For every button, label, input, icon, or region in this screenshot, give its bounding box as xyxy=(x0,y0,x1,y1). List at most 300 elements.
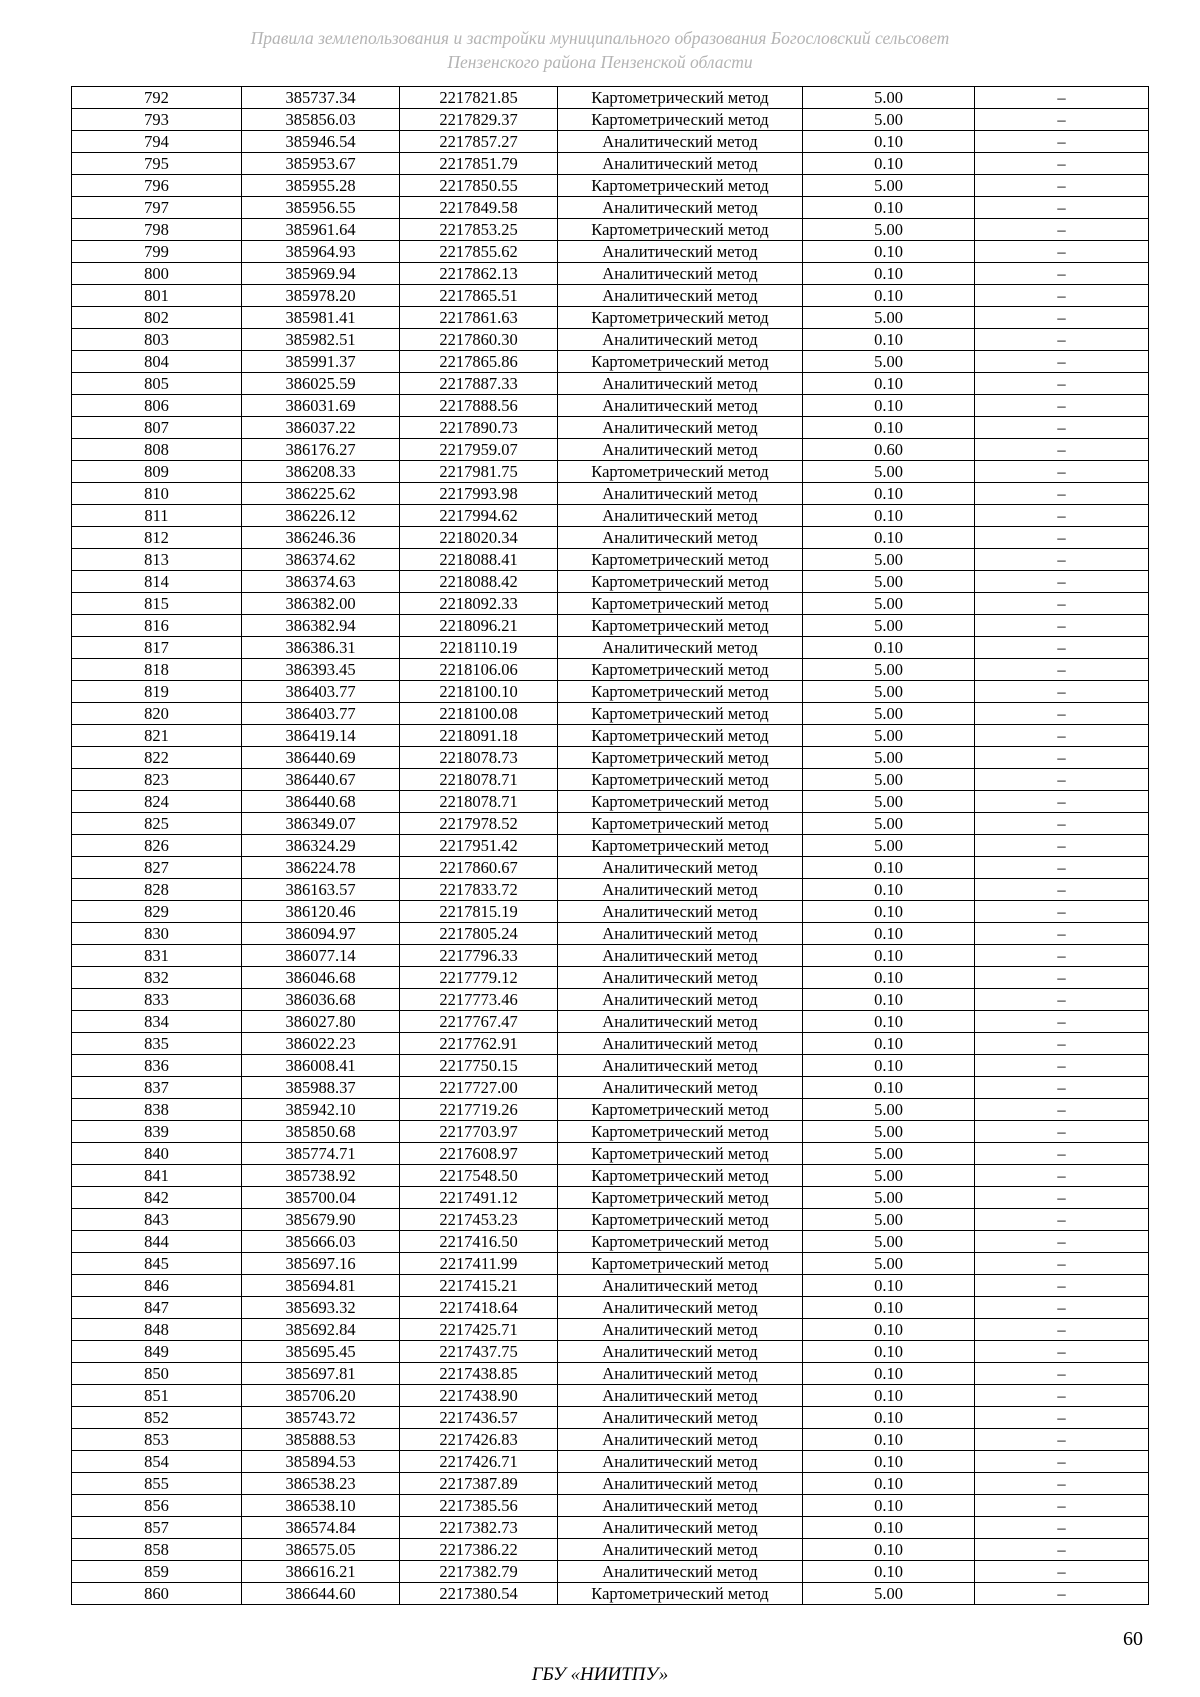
table-row xyxy=(72,1407,1149,1429)
x-coordinate-cell: 386008.41 xyxy=(242,1055,400,1077)
x-coordinate-cell: 386403.77 xyxy=(242,703,400,725)
table-row xyxy=(72,1495,1149,1517)
point-number-cell: 826 xyxy=(72,835,242,857)
x-coordinate-cell: 385961.64 xyxy=(242,219,400,241)
note-cell: – xyxy=(975,593,1149,615)
point-number-cell: 806 xyxy=(72,395,242,417)
point-number-cell: 850 xyxy=(72,1363,242,1385)
method-cell: Аналитический метод xyxy=(558,637,803,659)
table-row xyxy=(72,373,1149,395)
y-coordinate-cell: 2217773.46 xyxy=(400,989,558,1011)
table-row xyxy=(72,351,1149,373)
x-coordinate-cell: 386246.36 xyxy=(242,527,400,549)
y-coordinate-cell: 2217890.73 xyxy=(400,417,558,439)
method-cell: Картометрический метод xyxy=(558,593,803,615)
accuracy-cell: 0.10 xyxy=(803,857,975,879)
table-row xyxy=(72,1341,1149,1363)
note-cell: – xyxy=(975,725,1149,747)
note-cell: – xyxy=(975,1517,1149,1539)
accuracy-cell: 0.10 xyxy=(803,1429,975,1451)
point-number-cell: 797 xyxy=(72,197,242,219)
method-cell: Аналитический метод xyxy=(558,1055,803,1077)
x-coordinate-cell: 386036.68 xyxy=(242,989,400,1011)
method-cell: Картометрический метод xyxy=(558,769,803,791)
note-cell: – xyxy=(975,87,1149,109)
table-row xyxy=(72,1121,1149,1143)
method-cell: Аналитический метод xyxy=(558,395,803,417)
method-cell: Аналитический метод xyxy=(558,1275,803,1297)
y-coordinate-cell: 2217453.23 xyxy=(400,1209,558,1231)
accuracy-cell: 5.00 xyxy=(803,791,975,813)
y-coordinate-cell: 2217851.79 xyxy=(400,153,558,175)
y-coordinate-cell: 2217978.52 xyxy=(400,813,558,835)
point-number-cell: 819 xyxy=(72,681,242,703)
note-cell: – xyxy=(975,813,1149,835)
note-cell: – xyxy=(975,703,1149,725)
table-row xyxy=(72,1473,1149,1495)
method-cell: Аналитический метод xyxy=(558,1011,803,1033)
x-coordinate-cell: 385693.32 xyxy=(242,1297,400,1319)
accuracy-cell: 0.10 xyxy=(803,527,975,549)
table-row xyxy=(72,483,1149,505)
method-cell: Аналитический метод xyxy=(558,1429,803,1451)
note-cell: – xyxy=(975,1319,1149,1341)
table-row xyxy=(72,527,1149,549)
x-coordinate-cell: 386538.10 xyxy=(242,1495,400,1517)
y-coordinate-cell: 2218092.33 xyxy=(400,593,558,615)
y-coordinate-cell: 2218110.19 xyxy=(400,637,558,659)
x-coordinate-cell: 386374.63 xyxy=(242,571,400,593)
x-coordinate-cell: 386440.67 xyxy=(242,769,400,791)
x-coordinate-cell: 385894.53 xyxy=(242,1451,400,1473)
accuracy-cell: 0.10 xyxy=(803,285,975,307)
point-number-cell: 792 xyxy=(72,87,242,109)
table-row xyxy=(72,285,1149,307)
method-cell: Аналитический метод xyxy=(558,1451,803,1473)
method-cell: Аналитический метод xyxy=(558,285,803,307)
point-number-cell: 793 xyxy=(72,109,242,131)
method-cell: Аналитический метод xyxy=(558,1033,803,1055)
point-number-cell: 803 xyxy=(72,329,242,351)
point-number-cell: 811 xyxy=(72,505,242,527)
x-coordinate-cell: 385706.20 xyxy=(242,1385,400,1407)
method-cell: Аналитический метод xyxy=(558,527,803,549)
method-cell: Аналитический метод xyxy=(558,1473,803,1495)
table-row xyxy=(72,989,1149,1011)
y-coordinate-cell: 2217548.50 xyxy=(400,1165,558,1187)
point-number-cell: 799 xyxy=(72,241,242,263)
point-number-cell: 853 xyxy=(72,1429,242,1451)
point-number-cell: 828 xyxy=(72,879,242,901)
point-number-cell: 846 xyxy=(72,1275,242,1297)
x-coordinate-cell: 385738.92 xyxy=(242,1165,400,1187)
accuracy-cell: 0.10 xyxy=(803,1407,975,1429)
x-coordinate-cell: 386440.69 xyxy=(242,747,400,769)
y-coordinate-cell: 2217994.62 xyxy=(400,505,558,527)
x-coordinate-cell: 385956.55 xyxy=(242,197,400,219)
note-cell: – xyxy=(975,1253,1149,1275)
y-coordinate-cell: 2217719.26 xyxy=(400,1099,558,1121)
point-number-cell: 804 xyxy=(72,351,242,373)
method-cell: Картометрический метод xyxy=(558,461,803,483)
table-row xyxy=(72,87,1149,109)
y-coordinate-cell: 2217887.33 xyxy=(400,373,558,395)
x-coordinate-cell: 386616.21 xyxy=(242,1561,400,1583)
y-coordinate-cell: 2217750.15 xyxy=(400,1055,558,1077)
x-coordinate-cell: 386037.22 xyxy=(242,417,400,439)
accuracy-cell: 0.10 xyxy=(803,1077,975,1099)
point-number-cell: 837 xyxy=(72,1077,242,1099)
x-coordinate-cell: 386176.27 xyxy=(242,439,400,461)
note-cell: – xyxy=(975,1429,1149,1451)
point-number-cell: 845 xyxy=(72,1253,242,1275)
method-cell: Аналитический метод xyxy=(558,1539,803,1561)
x-coordinate-cell: 385888.53 xyxy=(242,1429,400,1451)
x-coordinate-cell: 386419.14 xyxy=(242,725,400,747)
note-cell: – xyxy=(975,571,1149,593)
table-row xyxy=(72,131,1149,153)
y-coordinate-cell: 2217857.27 xyxy=(400,131,558,153)
x-coordinate-cell: 386349.07 xyxy=(242,813,400,835)
note-cell: – xyxy=(975,1583,1149,1605)
note-cell: – xyxy=(975,197,1149,219)
point-number-cell: 814 xyxy=(72,571,242,593)
note-cell: – xyxy=(975,901,1149,923)
accuracy-cell: 5.00 xyxy=(803,835,975,857)
table-row xyxy=(72,395,1149,417)
point-number-cell: 856 xyxy=(72,1495,242,1517)
method-cell: Картометрический метод xyxy=(558,1209,803,1231)
table-row xyxy=(72,703,1149,725)
accuracy-cell: 0.10 xyxy=(803,197,975,219)
accuracy-cell: 0.10 xyxy=(803,1275,975,1297)
point-number-cell: 821 xyxy=(72,725,242,747)
point-number-cell: 818 xyxy=(72,659,242,681)
note-cell: – xyxy=(975,175,1149,197)
accuracy-cell: 5.00 xyxy=(803,813,975,835)
method-cell: Аналитический метод xyxy=(558,857,803,879)
table-row xyxy=(72,1143,1149,1165)
y-coordinate-cell: 2217833.72 xyxy=(400,879,558,901)
note-cell: – xyxy=(975,1341,1149,1363)
table-row xyxy=(72,879,1149,901)
x-coordinate-cell: 386324.29 xyxy=(242,835,400,857)
accuracy-cell: 5.00 xyxy=(803,1253,975,1275)
table-row xyxy=(72,747,1149,769)
y-coordinate-cell: 2218020.34 xyxy=(400,527,558,549)
accuracy-cell: 5.00 xyxy=(803,351,975,373)
accuracy-cell: 0.10 xyxy=(803,1561,975,1583)
point-number-cell: 817 xyxy=(72,637,242,659)
method-cell: Аналитический метод xyxy=(558,1517,803,1539)
note-cell: – xyxy=(975,1561,1149,1583)
point-number-cell: 831 xyxy=(72,945,242,967)
table-row xyxy=(72,1429,1149,1451)
table-row xyxy=(72,1209,1149,1231)
method-cell: Аналитический метод xyxy=(558,153,803,175)
note-cell: – xyxy=(975,791,1149,813)
method-cell: Аналитический метод xyxy=(558,439,803,461)
y-coordinate-cell: 2218078.71 xyxy=(400,769,558,791)
method-cell: Аналитический метод xyxy=(558,263,803,285)
x-coordinate-cell: 385988.37 xyxy=(242,1077,400,1099)
table-row xyxy=(72,681,1149,703)
x-coordinate-cell: 385679.90 xyxy=(242,1209,400,1231)
point-number-cell: 795 xyxy=(72,153,242,175)
table-row xyxy=(72,197,1149,219)
table-row xyxy=(72,1319,1149,1341)
table-row xyxy=(72,1187,1149,1209)
point-number-cell: 842 xyxy=(72,1187,242,1209)
x-coordinate-cell: 386382.94 xyxy=(242,615,400,637)
table-row xyxy=(72,219,1149,241)
note-cell: – xyxy=(975,747,1149,769)
accuracy-cell: 5.00 xyxy=(803,307,975,329)
point-number-cell: 843 xyxy=(72,1209,242,1231)
method-cell: Картометрический метод xyxy=(558,175,803,197)
x-coordinate-cell: 386094.97 xyxy=(242,923,400,945)
method-cell: Аналитический метод xyxy=(558,197,803,219)
point-number-cell: 833 xyxy=(72,989,242,1011)
y-coordinate-cell: 2217888.56 xyxy=(400,395,558,417)
x-coordinate-cell: 386574.84 xyxy=(242,1517,400,1539)
accuracy-cell: 0.10 xyxy=(803,241,975,263)
y-coordinate-cell: 2217805.24 xyxy=(400,923,558,945)
note-cell: – xyxy=(975,395,1149,417)
coordinates-table xyxy=(71,86,1149,1605)
note-cell: – xyxy=(975,527,1149,549)
table-row xyxy=(72,1011,1149,1033)
accuracy-cell: 5.00 xyxy=(803,681,975,703)
note-cell: – xyxy=(975,549,1149,571)
point-number-cell: 800 xyxy=(72,263,242,285)
table-row xyxy=(72,1451,1149,1473)
accuracy-cell: 0.10 xyxy=(803,1495,975,1517)
y-coordinate-cell: 2217426.71 xyxy=(400,1451,558,1473)
method-cell: Аналитический метод xyxy=(558,1495,803,1517)
note-cell: – xyxy=(975,769,1149,791)
note-cell: – xyxy=(975,989,1149,1011)
method-cell: Аналитический метод xyxy=(558,417,803,439)
table-row xyxy=(72,835,1149,857)
method-cell: Аналитический метод xyxy=(558,241,803,263)
accuracy-cell: 0.10 xyxy=(803,1363,975,1385)
y-coordinate-cell: 2217387.89 xyxy=(400,1473,558,1495)
accuracy-cell: 0.10 xyxy=(803,263,975,285)
y-coordinate-cell: 2217860.30 xyxy=(400,329,558,351)
note-cell: – xyxy=(975,1099,1149,1121)
note-cell: – xyxy=(975,1077,1149,1099)
accuracy-cell: 5.00 xyxy=(803,1143,975,1165)
method-cell: Картометрический метод xyxy=(558,1253,803,1275)
x-coordinate-cell: 386382.00 xyxy=(242,593,400,615)
point-number-cell: 848 xyxy=(72,1319,242,1341)
accuracy-cell: 5.00 xyxy=(803,461,975,483)
method-cell: Картометрический метод xyxy=(558,659,803,681)
method-cell: Аналитический метод xyxy=(558,373,803,395)
page-header xyxy=(0,26,1200,74)
point-number-cell: 816 xyxy=(72,615,242,637)
x-coordinate-cell: 386226.12 xyxy=(242,505,400,527)
accuracy-cell: 0.10 xyxy=(803,923,975,945)
y-coordinate-cell: 2217862.13 xyxy=(400,263,558,285)
point-number-cell: 844 xyxy=(72,1231,242,1253)
note-cell: – xyxy=(975,681,1149,703)
x-coordinate-cell: 385737.34 xyxy=(242,87,400,109)
x-coordinate-cell: 386027.80 xyxy=(242,1011,400,1033)
y-coordinate-cell: 2217418.64 xyxy=(400,1297,558,1319)
x-coordinate-cell: 385850.68 xyxy=(242,1121,400,1143)
x-coordinate-cell: 386393.45 xyxy=(242,659,400,681)
accuracy-cell: 0.10 xyxy=(803,417,975,439)
note-cell: – xyxy=(975,307,1149,329)
point-number-cell: 859 xyxy=(72,1561,242,1583)
method-cell: Картометрический метод xyxy=(558,1165,803,1187)
table-row xyxy=(72,791,1149,813)
y-coordinate-cell: 2217425.71 xyxy=(400,1319,558,1341)
point-number-cell: 808 xyxy=(72,439,242,461)
table-row xyxy=(72,153,1149,175)
y-coordinate-cell: 2217436.57 xyxy=(400,1407,558,1429)
x-coordinate-cell: 385953.67 xyxy=(242,153,400,175)
method-cell: Картометрический метод xyxy=(558,725,803,747)
table-row xyxy=(72,571,1149,593)
note-cell: – xyxy=(975,1363,1149,1385)
note-cell: – xyxy=(975,1055,1149,1077)
note-cell: – xyxy=(975,1297,1149,1319)
accuracy-cell: 5.00 xyxy=(803,1209,975,1231)
table-row xyxy=(72,175,1149,197)
table-row xyxy=(72,1363,1149,1385)
table-row xyxy=(72,417,1149,439)
note-cell: – xyxy=(975,461,1149,483)
point-number-cell: 802 xyxy=(72,307,242,329)
note-cell: – xyxy=(975,1495,1149,1517)
table-row xyxy=(72,615,1149,637)
note-cell: – xyxy=(975,109,1149,131)
y-coordinate-cell: 2218078.73 xyxy=(400,747,558,769)
table-row xyxy=(72,1231,1149,1253)
method-cell: Аналитический метод xyxy=(558,1561,803,1583)
accuracy-cell: 5.00 xyxy=(803,1187,975,1209)
note-cell: – xyxy=(975,351,1149,373)
method-cell: Аналитический метод xyxy=(558,1385,803,1407)
accuracy-cell: 5.00 xyxy=(803,1099,975,1121)
point-number-cell: 832 xyxy=(72,967,242,989)
table-row xyxy=(72,1561,1149,1583)
x-coordinate-cell: 385955.28 xyxy=(242,175,400,197)
y-coordinate-cell: 2217821.85 xyxy=(400,87,558,109)
y-coordinate-cell: 2218088.41 xyxy=(400,549,558,571)
accuracy-cell: 5.00 xyxy=(803,1121,975,1143)
accuracy-cell: 0.10 xyxy=(803,637,975,659)
y-coordinate-cell: 2217438.85 xyxy=(400,1363,558,1385)
note-cell: – xyxy=(975,1473,1149,1495)
y-coordinate-cell: 2217853.25 xyxy=(400,219,558,241)
note-cell: – xyxy=(975,1187,1149,1209)
point-number-cell: 840 xyxy=(72,1143,242,1165)
accuracy-cell: 5.00 xyxy=(803,703,975,725)
header-line-2: Пензенского района Пензенской области xyxy=(447,52,753,72)
point-number-cell: 813 xyxy=(72,549,242,571)
x-coordinate-cell: 386225.62 xyxy=(242,483,400,505)
y-coordinate-cell: 2217981.75 xyxy=(400,461,558,483)
method-cell: Картометрический метод xyxy=(558,835,803,857)
point-number-cell: 855 xyxy=(72,1473,242,1495)
table-row xyxy=(72,725,1149,747)
y-coordinate-cell: 2217437.75 xyxy=(400,1341,558,1363)
table-row xyxy=(72,263,1149,285)
table-row xyxy=(72,329,1149,351)
y-coordinate-cell: 2217762.91 xyxy=(400,1033,558,1055)
x-coordinate-cell: 385946.54 xyxy=(242,131,400,153)
x-coordinate-cell: 385694.81 xyxy=(242,1275,400,1297)
accuracy-cell: 5.00 xyxy=(803,1165,975,1187)
accuracy-cell: 0.10 xyxy=(803,373,975,395)
x-coordinate-cell: 385991.37 xyxy=(242,351,400,373)
y-coordinate-cell: 2217416.50 xyxy=(400,1231,558,1253)
note-cell: – xyxy=(975,1121,1149,1143)
table-row xyxy=(72,857,1149,879)
note-cell: – xyxy=(975,659,1149,681)
accuracy-cell: 0.10 xyxy=(803,395,975,417)
note-cell: – xyxy=(975,241,1149,263)
x-coordinate-cell: 385666.03 xyxy=(242,1231,400,1253)
method-cell: Аналитический метод xyxy=(558,505,803,527)
table-row xyxy=(72,1517,1149,1539)
table-row xyxy=(72,945,1149,967)
table-row xyxy=(72,967,1149,989)
point-number-cell: 860 xyxy=(72,1583,242,1605)
accuracy-cell: 5.00 xyxy=(803,175,975,197)
accuracy-cell: 5.00 xyxy=(803,725,975,747)
point-number-cell: 798 xyxy=(72,219,242,241)
y-coordinate-cell: 2217850.55 xyxy=(400,175,558,197)
method-cell: Картометрический метод xyxy=(558,351,803,373)
table-row xyxy=(72,1033,1149,1055)
method-cell: Аналитический метод xyxy=(558,1297,803,1319)
x-coordinate-cell: 386440.68 xyxy=(242,791,400,813)
note-cell: – xyxy=(975,1209,1149,1231)
y-coordinate-cell: 2217767.47 xyxy=(400,1011,558,1033)
table-row xyxy=(72,593,1149,615)
method-cell: Картометрический метод xyxy=(558,109,803,131)
accuracy-cell: 5.00 xyxy=(803,1231,975,1253)
x-coordinate-cell: 385697.16 xyxy=(242,1253,400,1275)
x-coordinate-cell: 386022.23 xyxy=(242,1033,400,1055)
y-coordinate-cell: 2217855.62 xyxy=(400,241,558,263)
y-coordinate-cell: 2217411.99 xyxy=(400,1253,558,1275)
method-cell: Картометрический метод xyxy=(558,1143,803,1165)
table-row xyxy=(72,923,1149,945)
accuracy-cell: 0.10 xyxy=(803,1033,975,1055)
method-cell: Аналитический метод xyxy=(558,1077,803,1099)
note-cell: – xyxy=(975,1231,1149,1253)
note-cell: – xyxy=(975,285,1149,307)
note-cell: – xyxy=(975,879,1149,901)
method-cell: Картометрический метод xyxy=(558,1231,803,1253)
accuracy-cell: 5.00 xyxy=(803,571,975,593)
y-coordinate-cell: 2218091.18 xyxy=(400,725,558,747)
method-cell: Аналитический метод xyxy=(558,1319,803,1341)
accuracy-cell: 0.10 xyxy=(803,879,975,901)
accuracy-cell: 0.10 xyxy=(803,505,975,527)
point-number-cell: 823 xyxy=(72,769,242,791)
accuracy-cell: 5.00 xyxy=(803,747,975,769)
x-coordinate-cell: 386120.46 xyxy=(242,901,400,923)
accuracy-cell: 0.10 xyxy=(803,1297,975,1319)
note-cell: – xyxy=(975,1385,1149,1407)
